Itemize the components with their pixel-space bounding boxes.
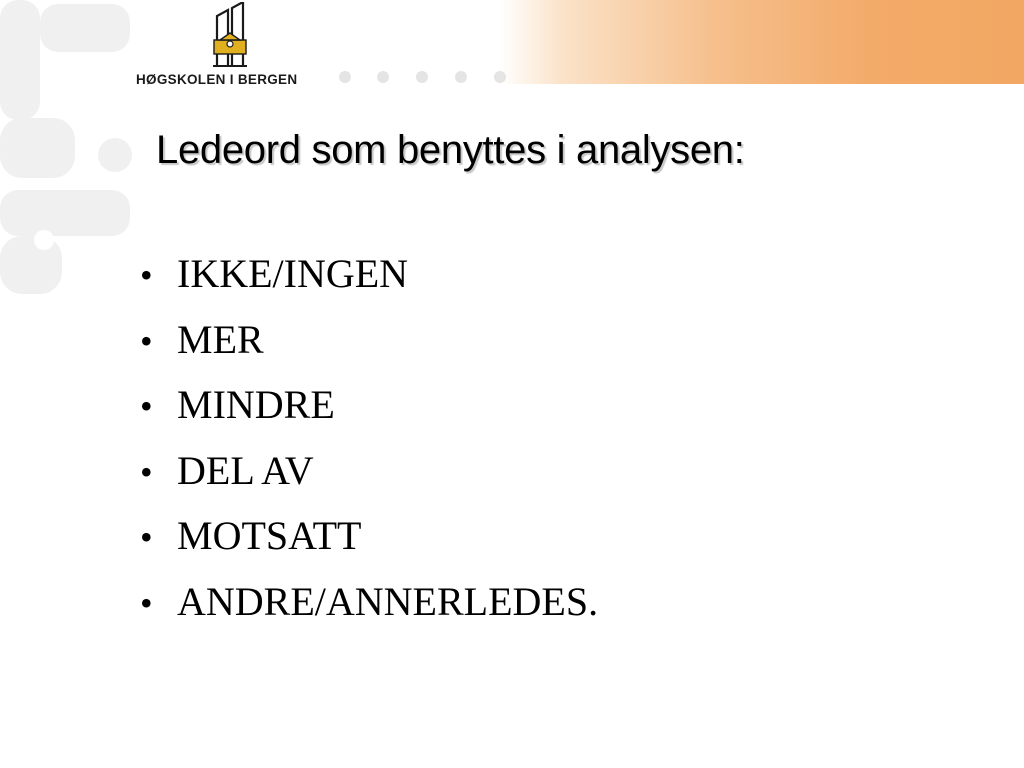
bullet-item [140,445,598,511]
bullet-text: DEL AV [177,447,314,493]
bullet-item [140,576,598,642]
bullet-icon: • [140,255,153,295]
bullet-icon: • [140,517,153,557]
bullet-list [140,248,598,641]
bullet-text: ANDRE/ANNERLEDES. [177,578,599,624]
hib-building-logo-icon [208,2,252,70]
bullet-item [140,379,598,445]
bullet-item [140,248,598,314]
logo-text: HØGSKOLEN I BERGEN [136,72,298,87]
bullet-text: MINDRE [177,382,335,427]
bullet-item [140,510,598,576]
header-gradient-band [500,0,1024,84]
bullet-icon: • [140,386,153,426]
slide-title: Ledeord som benyttes i analysen: [156,128,745,172]
bullet-icon: • [140,451,153,492]
bullet-icon: • [140,582,153,623]
bullet-item [140,314,598,380]
bullet-text: MER [177,316,264,362]
decorative-shapes [0,0,140,300]
bullet-text: IKKE/INGEN [177,251,409,296]
bullet-text: MOTSATT [177,513,362,558]
bullet-icon: • [140,320,153,361]
school-logo [134,2,334,92]
decorative-dots [338,69,518,85]
